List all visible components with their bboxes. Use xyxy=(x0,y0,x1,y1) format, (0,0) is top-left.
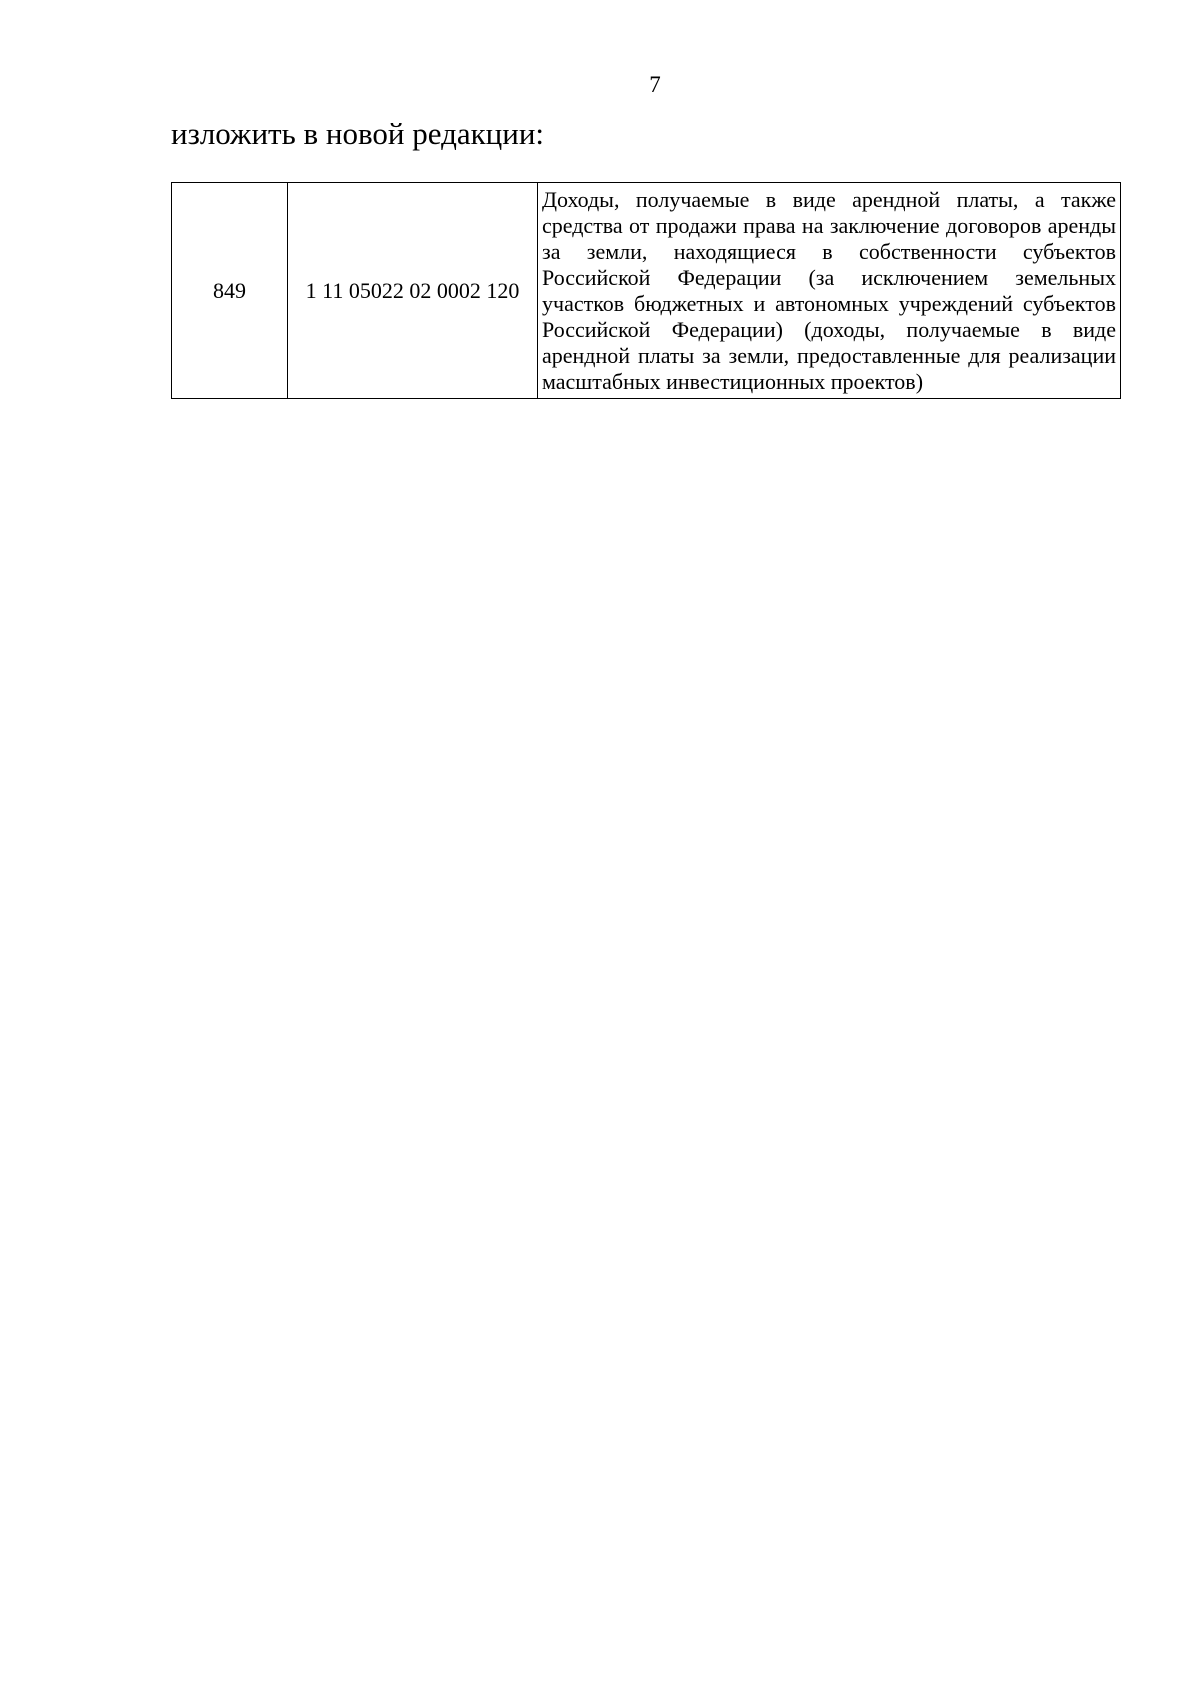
kbk-code-cell: 1 11 05022 02 0002 120 xyxy=(288,183,538,399)
intro-text: изложить в новой редакции: xyxy=(171,116,545,151)
description-cell: Доходы, получаемые в виде арендной платы, а также средства от продажи права на заключение договоров аренды за земли, находящиеся в собственности субъектов Российской Федерации (за исключением земельных участков бюджетных и автономных учреждений субъектов Российской Федерации) (доходы, получаемые в виде арендной платы за земли, предоставленные для реализации масштабных инвестиционных проектов) xyxy=(538,183,1121,399)
admin-code-cell: 849 xyxy=(172,183,288,399)
page-number: 7 xyxy=(649,72,661,97)
revenue-code-table xyxy=(171,182,1121,399)
table-row xyxy=(172,183,1121,399)
